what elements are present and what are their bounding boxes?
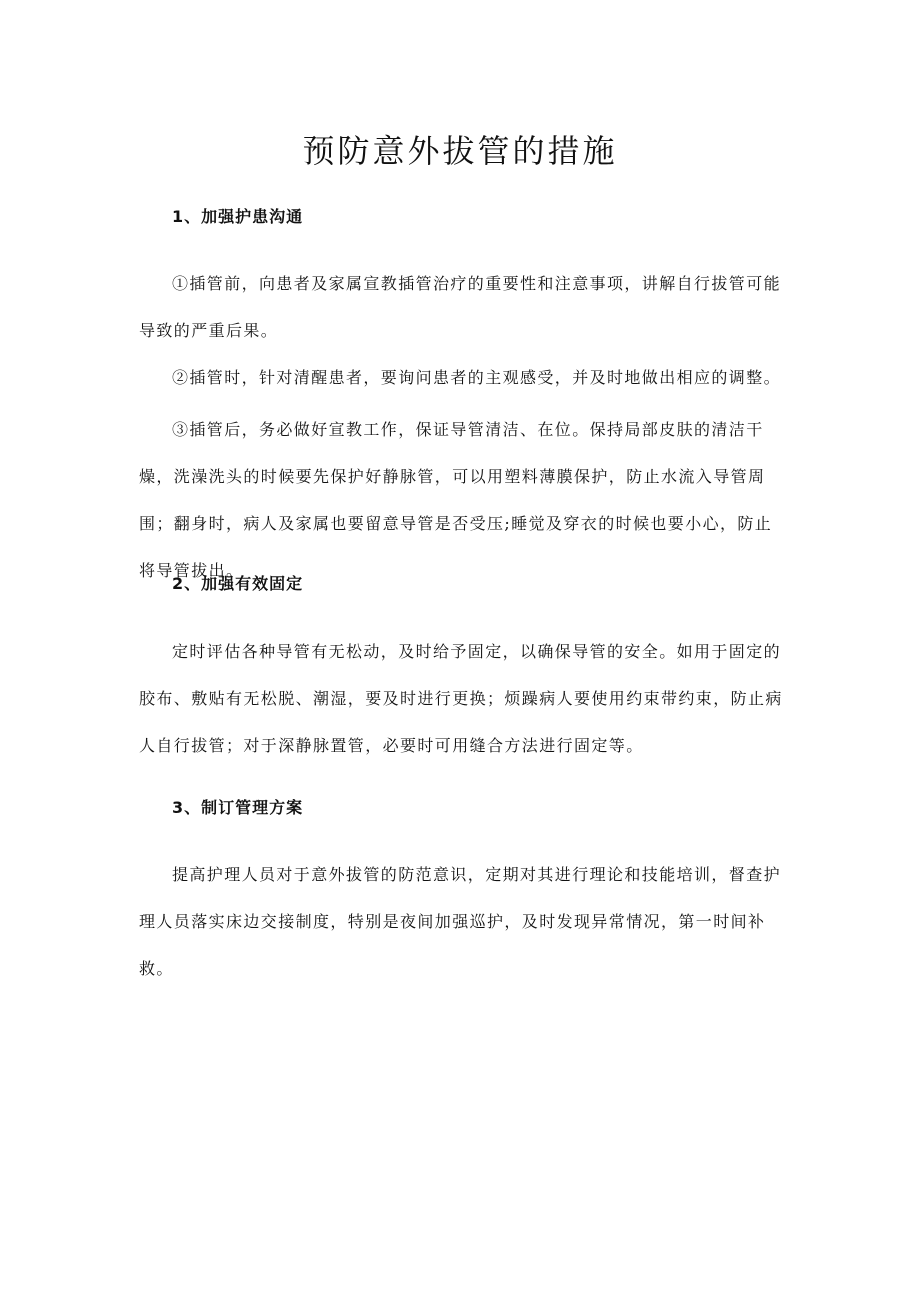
section-1-paragraph-1: ①插管前，向患者及家属宣教插管治疗的重要性和注意事项，讲解自行拔管可能导致的严重后果。 — [139, 274, 782, 340]
section-2-paragraph-1: 定时评估各种导管有无松动，及时给予固定，以确保导管的安全。如用于固定的胶布、敷贴有无松脱、潮湿，要及时进行更换；烦躁病人要使用约束带约束，防止病人自行拔管；对于深静脉置管，必要时可用缝合方法进行固定等。 — [139, 642, 783, 755]
section-heading-2: 2、加强有效固定 — [172, 574, 304, 593]
section-heading-1: 1、加强护患沟通 — [172, 207, 304, 226]
section-1-paragraph-3: ③插管后，务必做好宣教工作，保证导管清洁、在位。保持局部皮肤的清洁干燥，洗澡洗头的时候要先保护好静脉管，可以用塑料薄膜保护，防止水流入导管周围；翻身时，病人及家属也要留意导管是否受压;睡觉及穿衣的时候也要小心，防止将导管拔出。 — [139, 420, 773, 580]
section-heading-3: 3、制订管理方案 — [172, 798, 304, 817]
section-3-paragraph-1: 提高护理人员对于意外拔管的防范意识，定期对其进行理论和技能培训，督查护理人员落实床边交接制度，特别是夜间加强巡护，及时发现异常情况，第一时间补救。 — [139, 865, 782, 978]
section-1-paragraph-2: ②插管时，针对清醒患者，要询问患者的主观感受，并及时地做出相应的调整。 — [172, 368, 782, 387]
document-title: 预防意外拔管的措施 — [302, 132, 618, 170]
